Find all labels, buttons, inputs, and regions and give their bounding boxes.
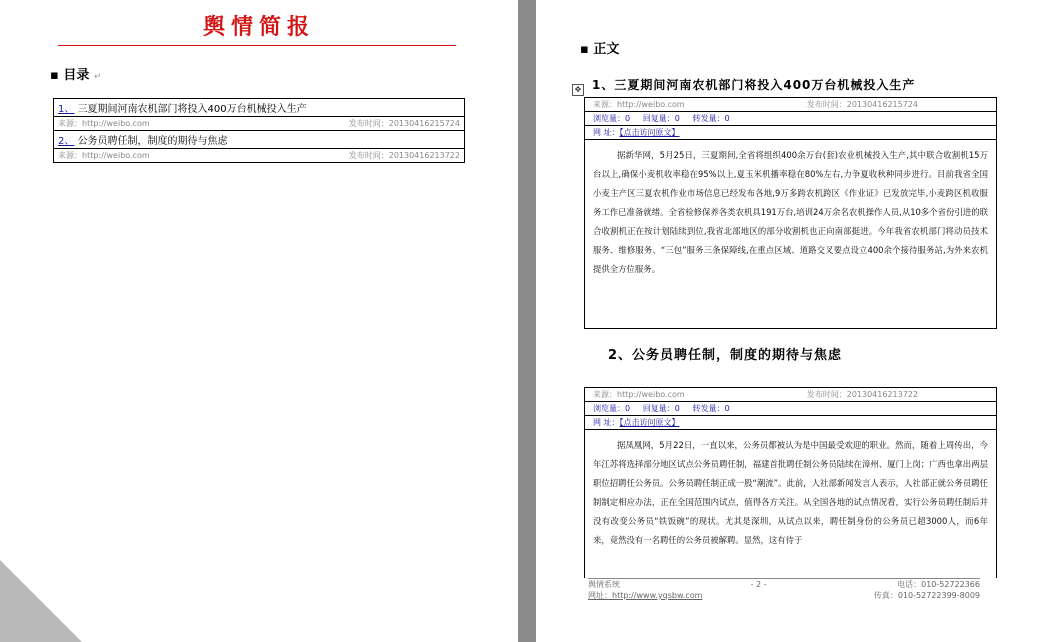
toc-row: [54, 149, 465, 163]
bullet-icon: ▪: [50, 68, 59, 83]
toc-row: [54, 99, 465, 117]
main-heading: 正文: [593, 42, 620, 57]
article-stats-row: [585, 402, 996, 416]
toc-item-source: 来源：http://weibo.com: [58, 151, 150, 160]
toc-item-1[interactable]: [58, 100, 460, 115]
article-browse-count: 浏览量：0: [593, 114, 631, 123]
article-box-1: [584, 97, 997, 329]
article-time: 发布时间：20130416213722: [806, 390, 918, 399]
article-link[interactable]: 【点击访问原文】: [619, 418, 680, 427]
toc-item-number[interactable]: 2、: [58, 136, 75, 147]
footer-tel: 电话：010-52722366: [897, 580, 980, 589]
table-move-handle-icon[interactable]: ✥: [572, 84, 584, 96]
article-body: 据新华网，5月25日，三夏期间,全省将组织400余万台(套)农业机械投入生产,其中联合收割机15万台以上,确保小麦机收率稳在95%以上,夏玉米机播率稳在80%左右,力争夏收秋种同步进行。目前我省全国小麦主产区三夏农机作业市场信息已经发布各地,9万多跨农机跨区《作业证》已发放完毕,小麦跨区机收服务工作已准备就绪。全省检修保养各类农机具191万台,培训24万余名农机操作人员,从10多个省份引进的联合收割机正在按计划陆续到位,我省北部地区的部分收割机也正向南部挺进。今年我省农机部门将动员技术服务、维修服务、“三包”服务三条保障线,在重点区域、道路交叉要点设立400余个接待服务站,为外来农机提供全方位服务。: [593, 150, 988, 274]
toc-item-source: 来源：http://weibo.com: [58, 119, 150, 128]
article-link[interactable]: 【点击访问原文】: [619, 128, 680, 137]
footer-site: 网址：http://www.yqsbw.com: [588, 591, 703, 600]
article-reply-count: 回复量：0: [642, 114, 680, 123]
article-stats-row: [585, 112, 996, 126]
article-forward-count: 转发量：0: [692, 404, 730, 413]
footer-row: [588, 590, 980, 601]
page-curl-corner: [0, 560, 82, 642]
toc-item-meta: [58, 150, 460, 161]
article-url-row: [585, 126, 996, 140]
toc-item-title[interactable]: 三夏期间河南农机部门将投入400万台机械投入生产: [77, 104, 307, 115]
page-footer: [588, 578, 980, 601]
toc-item-meta: [58, 118, 460, 129]
bullet-icon: ▪: [580, 42, 589, 57]
article-url-label: 网 址：: [593, 418, 620, 427]
footer-row: [588, 579, 980, 590]
article-meta-row: [585, 98, 996, 112]
article-title-2: 2、公务员聘任制，制度的期待与焦虑: [608, 348, 843, 363]
toc-heading-line: [50, 64, 101, 83]
article-time: 发布时间：20130416215724: [806, 100, 918, 109]
article-source: 来源：http://weibo.com: [593, 100, 685, 109]
toc-heading: 目录: [63, 68, 90, 83]
main-heading-line: [580, 38, 619, 57]
article-source: 来源：http://weibo.com: [593, 390, 685, 399]
document-page-2: [536, 0, 1045, 642]
toc-item-number[interactable]: 1、: [58, 104, 75, 115]
toc-item-time: 发布时间：20130416213722: [348, 151, 460, 160]
report-title: 舆情简报: [202, 14, 315, 40]
article-body: 据凤凰网，5月22日，一直以来，公务员都被认为是中国最受欢迎的职业。然而，随着上周传出，今年江苏将选择部分地区试点公务员聘任制，福建首批聘任制公务员陆续在漳州、厦门上岗；广西也拿出两层职位招聘任公务员。公务员聘任制正成一股“潮流”。此前，人社部新闻发言人表示，人社部正就公务员聘任制制定相应办法，正在全国范围内试点，值得各方关注。从全国各地的试点情况看，实行公务员聘任制后并没有改变公务员“铁饭碗”的现状。尤其是深圳，从试点以来，聘任制身份的公务员已超3000人，而6年来，竟然没有一名聘任的公务员被解聘。显然，这有待于: [593, 440, 988, 545]
toc-item-title[interactable]: 公务员聘任制，制度的期待与焦虑: [77, 136, 228, 147]
article-url-label: 网 址：: [593, 128, 620, 137]
article-url-row: [585, 416, 996, 430]
toc-item-2[interactable]: [58, 132, 460, 147]
article-title-1: 1、三夏期间河南农机部门将投入400万台机械投入生产: [592, 78, 916, 92]
article-browse-count: 浏览量：0: [593, 404, 631, 413]
document-page-1: [0, 0, 518, 642]
paragraph-mark-icon: ↵: [93, 72, 102, 82]
footer-fax: 传真：010-52722399-8009: [873, 591, 980, 600]
footer-page-number: - 2 -: [750, 580, 767, 589]
article-meta-row: [585, 388, 996, 402]
article-reply-count: 回复量：0: [642, 404, 680, 413]
title-divider: [58, 45, 456, 46]
toc-item-time: 发布时间：20130416215724: [348, 119, 460, 128]
toc-row: [54, 117, 465, 131]
footer-org: 舆情系统: [588, 580, 620, 589]
article-box-2: [584, 387, 997, 578]
toc-row: [54, 131, 465, 149]
toc-table: [53, 98, 465, 163]
article-forward-count: 转发量：0: [692, 114, 730, 123]
